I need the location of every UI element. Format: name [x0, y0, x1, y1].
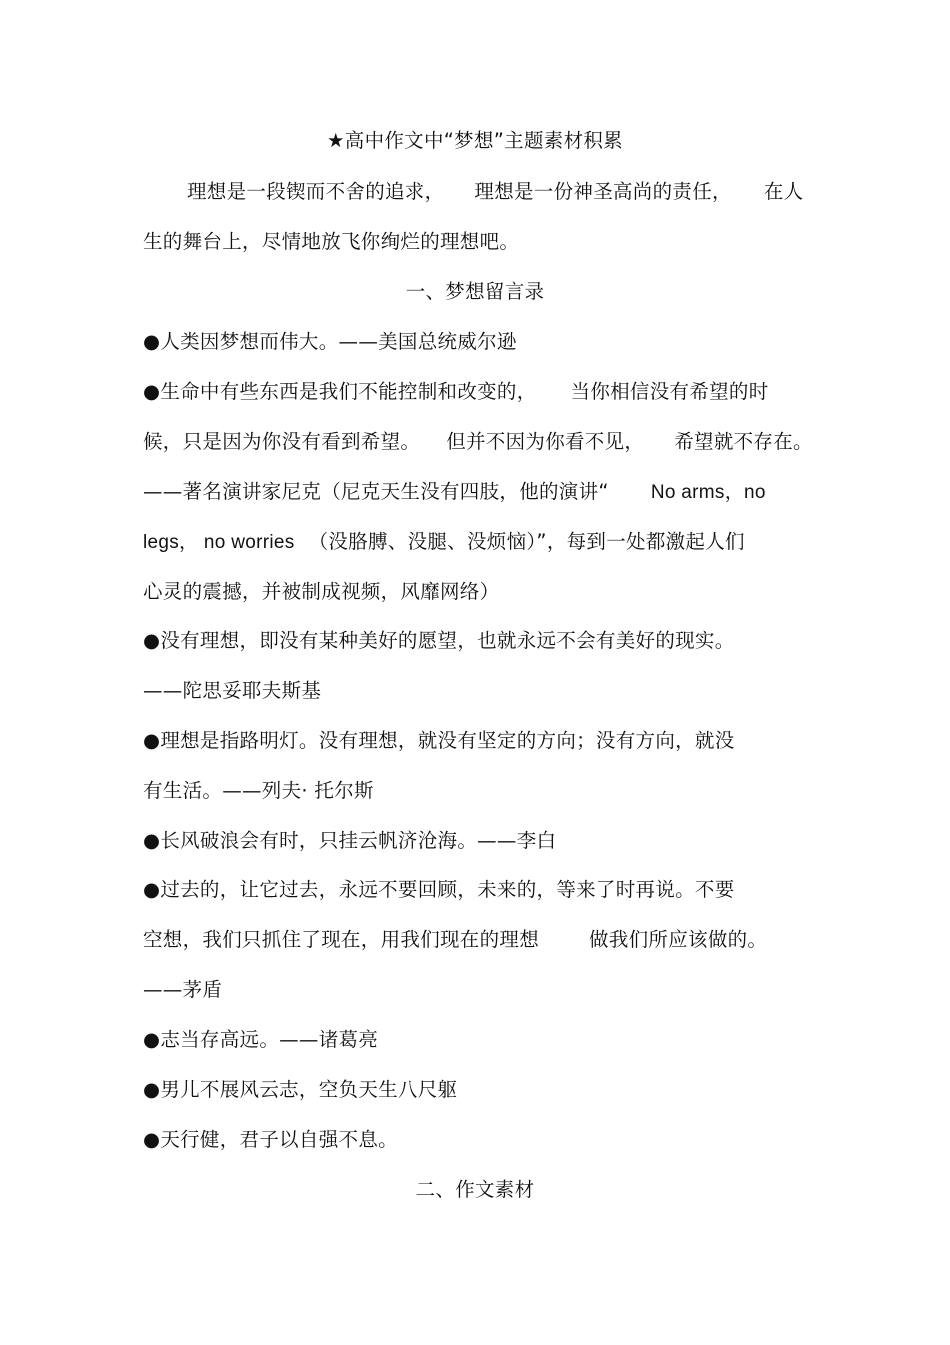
quote-text: ●生命中有些东西是我们不能控制和改变的，: [143, 380, 537, 403]
quote-line: 有生活。——列夫· 托尔斯: [143, 779, 374, 802]
quote-line: ●过去的，让它过去，永远不要回顾，未来的，等来了时再说。不要: [143, 878, 735, 901]
quote-text: No arms，no: [650, 482, 766, 503]
quote-text: 当你相信没有希望的时: [570, 380, 769, 403]
quote-text: ——著名演讲家尼克（尼克天生没有四肢，他的演讲“: [143, 480, 609, 503]
quote-line: [143, 926, 813, 954]
quote-line: ——茅盾: [143, 978, 223, 1001]
quote-line: ●长风破浪会有时，只挂云帆济沧海。——李白: [143, 829, 557, 852]
section-heading-2: 二、作文素材: [415, 1178, 535, 1201]
quote-line: [143, 528, 813, 557]
quote-line: ●没有理想，即没有某种美好的愿望，也就永远不会有美好的现实。: [143, 629, 735, 652]
quote-line: 心灵的震撼，并被制成视频，风靡网络）: [143, 580, 500, 603]
quote-text: 但并不因为你看不见，: [446, 430, 645, 453]
intro-line-2: 生的舞台上，尽情地放飞你绚烂的理想吧。: [143, 230, 520, 253]
intro-text: 理想是一段锲而不舍的追求，: [187, 180, 445, 203]
section-heading-1: 一、梦想留言录: [405, 280, 545, 303]
document-title: ★高中作文中“梦想”主题素材积累: [327, 129, 623, 152]
quote-text: 做我们所应该做的。: [589, 928, 768, 951]
quote-line: [143, 428, 813, 456]
quote-text: legs， no worries: [143, 532, 295, 553]
intro-text: 理想是一份神圣高尚的责任，: [474, 180, 732, 203]
quote-line: ●志当存高远。——诸葛亮: [143, 1028, 379, 1051]
quote-text: 空想，我们只抓住了现在，用我们现在的理想: [143, 928, 540, 951]
quote-line: ●理想是指路明灯。没有理想，就没有坚定的方向；没有方向，就没: [143, 729, 735, 752]
quote-text: （没胳膊、没腿、没烦恼）”，每到一处都激起人们: [308, 530, 745, 553]
intro-line-1: [187, 178, 817, 206]
quote-line: ●天行健，君子以自强不息。: [143, 1128, 398, 1151]
intro-text: 在人: [763, 180, 804, 203]
quote-line: [143, 378, 813, 406]
quote-line: ——陀思妥耶夫斯基: [143, 679, 322, 702]
quote-text: 候，只是因为你没有看到希望。: [143, 430, 421, 453]
quote-line: ●人类因梦想而伟大。——美国总统威尔逊: [143, 330, 517, 353]
quote-line: ●男儿不展风云志，空负天生八尺躯: [143, 1078, 458, 1101]
quote-line: [143, 478, 813, 507]
quote-text: 希望就不存在。: [674, 430, 813, 453]
